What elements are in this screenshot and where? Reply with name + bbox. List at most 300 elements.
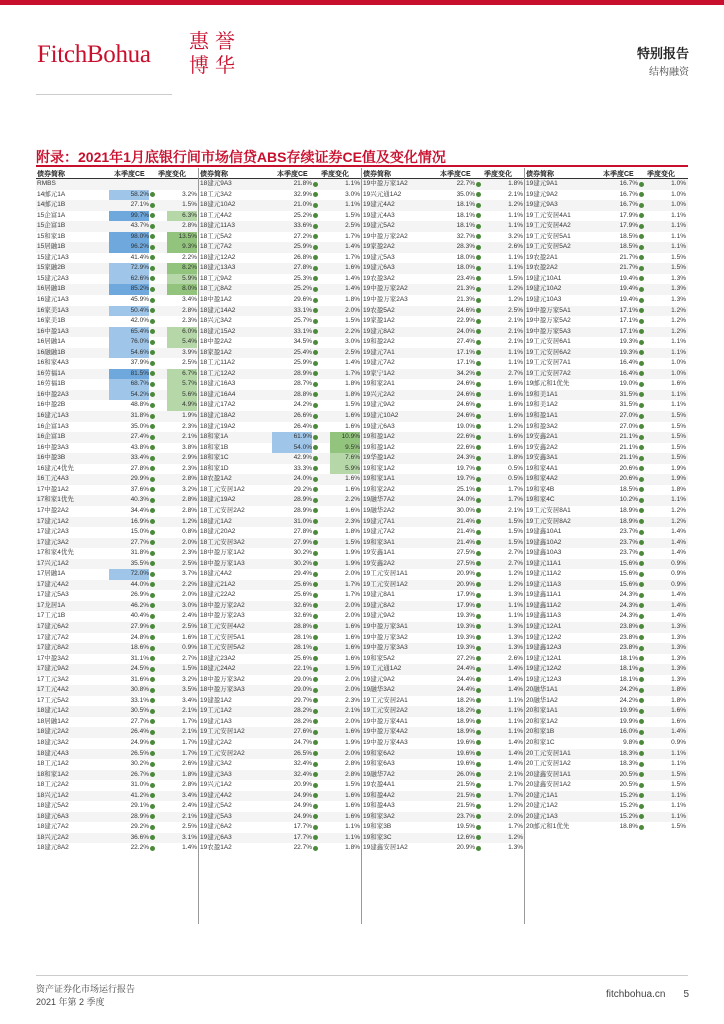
ce-change: 1.4% bbox=[508, 675, 523, 683]
ce-value: 31.6% bbox=[130, 675, 149, 683]
up-arrow-icon bbox=[150, 340, 155, 345]
bond-name: 19和盈2A2 bbox=[363, 338, 395, 346]
up-arrow-icon bbox=[313, 572, 318, 577]
bond-name: 19建元10A2 bbox=[363, 412, 399, 420]
up-arrow-icon bbox=[150, 319, 155, 324]
up-arrow-icon bbox=[150, 203, 155, 208]
up-arrow-icon bbox=[150, 709, 155, 714]
up-arrow-icon bbox=[476, 740, 481, 745]
column-separator bbox=[198, 168, 199, 924]
ce-change: 3.5% bbox=[182, 686, 197, 694]
up-arrow-icon bbox=[639, 667, 644, 672]
table-row bbox=[362, 506, 525, 517]
up-arrow-icon bbox=[313, 203, 318, 208]
ce-change: 1.9% bbox=[345, 738, 360, 746]
ce-value: 24.8% bbox=[130, 633, 149, 641]
bond-name: 19农盈2A1 bbox=[526, 253, 558, 261]
ce-value: 18.3% bbox=[619, 760, 638, 768]
table-row bbox=[362, 358, 525, 369]
up-arrow-icon bbox=[150, 487, 155, 492]
table-row bbox=[362, 284, 525, 295]
ce-change: 2.8% bbox=[182, 306, 197, 314]
table-row bbox=[362, 717, 525, 728]
ce-value: 22.6% bbox=[456, 443, 475, 451]
table-row bbox=[362, 580, 525, 591]
bond-name: 18工元7A2 bbox=[200, 243, 232, 251]
ce-change: 1.1% bbox=[345, 833, 360, 841]
ce-value: 19.9% bbox=[619, 707, 638, 715]
bond-name: 19建盈1A2 bbox=[200, 696, 232, 704]
table-row bbox=[525, 390, 688, 401]
bond-name: 19工元安居1A2 bbox=[200, 728, 245, 736]
table-row bbox=[362, 443, 525, 454]
up-arrow-icon bbox=[639, 477, 644, 482]
ce-value: 22.6% bbox=[456, 433, 475, 441]
table-row bbox=[199, 654, 362, 665]
ce-change: 1.1% bbox=[671, 338, 686, 346]
ce-change: 0.5% bbox=[508, 475, 523, 483]
bond-name: 19建元9A2 bbox=[526, 190, 558, 198]
ce-value: 19.7% bbox=[456, 464, 475, 472]
column-header bbox=[199, 168, 362, 179]
bond-name: 19中盈万家2A3 bbox=[363, 296, 408, 304]
table-row bbox=[362, 221, 525, 232]
ce-value: 21.1% bbox=[619, 443, 638, 451]
ce-value: 25.6% bbox=[293, 580, 312, 588]
ce-value: 18.9% bbox=[619, 517, 638, 525]
ce-value: 18.9% bbox=[456, 717, 475, 725]
ce-change: 1.3% bbox=[671, 665, 686, 673]
up-arrow-icon bbox=[639, 287, 644, 292]
bond-name: 18工元安居5A1 bbox=[200, 633, 245, 641]
ce-value: 18.1% bbox=[619, 665, 638, 673]
ce-value: 17.1% bbox=[456, 348, 475, 356]
bond-name: 19和家4A2 bbox=[526, 475, 558, 483]
ce-change: 1.7% bbox=[508, 485, 523, 493]
ce-change: 1.7% bbox=[182, 717, 197, 725]
up-arrow-icon bbox=[313, 382, 318, 387]
bond-name: 19工元安居2A2 bbox=[200, 749, 245, 757]
table-row bbox=[525, 253, 688, 264]
ce-value: 18.1% bbox=[619, 675, 638, 683]
up-arrow-icon bbox=[476, 392, 481, 397]
ce-value: 34.5% bbox=[293, 338, 312, 346]
table-row bbox=[199, 179, 362, 190]
up-arrow-icon bbox=[150, 445, 155, 450]
table-row bbox=[525, 284, 688, 295]
bond-name: 20建元1A1 bbox=[526, 791, 558, 799]
table-row bbox=[36, 843, 199, 854]
table-row bbox=[199, 411, 362, 422]
footer-website[interactable]: fitchbohua.cn bbox=[605, 989, 666, 1000]
table-row bbox=[525, 548, 688, 559]
ce-value: 24.5% bbox=[130, 665, 149, 673]
up-arrow-icon bbox=[313, 530, 318, 535]
ce-change: 1.7% bbox=[508, 823, 523, 831]
ce-value: 30.0% bbox=[456, 506, 475, 514]
footer-period: 2021 年第 2 季度 bbox=[36, 997, 105, 1007]
up-arrow-icon bbox=[313, 276, 318, 281]
up-arrow-icon bbox=[313, 688, 318, 693]
ce-change: 1.7% bbox=[345, 369, 360, 377]
ce-value: 61.9% bbox=[272, 432, 312, 443]
ce-value: 29.2% bbox=[293, 485, 312, 493]
bond-name: 19和家1A1 bbox=[363, 475, 395, 483]
up-arrow-icon bbox=[150, 835, 155, 840]
table-row bbox=[199, 801, 362, 812]
table-row bbox=[36, 812, 199, 823]
up-arrow-icon bbox=[313, 287, 318, 292]
table-row bbox=[199, 770, 362, 781]
ce-value: 28.2% bbox=[293, 707, 312, 715]
ce-value: 24.3% bbox=[619, 591, 638, 599]
ce-change: 2.5% bbox=[182, 622, 197, 630]
ce-value: 26.0% bbox=[456, 770, 475, 778]
bond-name: 19中盈万家4A2 bbox=[363, 728, 408, 736]
ce-change: 1.4% bbox=[671, 591, 686, 599]
table-row bbox=[362, 654, 525, 665]
table-row bbox=[199, 390, 362, 401]
table-row bbox=[525, 242, 688, 253]
up-arrow-icon bbox=[150, 530, 155, 535]
ce-value: 18.0% bbox=[456, 264, 475, 272]
table-row bbox=[525, 580, 688, 591]
up-arrow-icon bbox=[150, 814, 155, 819]
ce-value: 27.9% bbox=[130, 622, 149, 630]
ce-value: 17.9% bbox=[456, 591, 475, 599]
up-arrow-icon bbox=[150, 572, 155, 577]
table-row bbox=[525, 717, 688, 728]
up-arrow-icon bbox=[313, 319, 318, 324]
up-arrow-icon bbox=[639, 593, 644, 598]
ce-change: 2.1% bbox=[508, 770, 523, 778]
table-row bbox=[36, 664, 199, 675]
bond-name: 19兴元通1A2 bbox=[363, 190, 402, 198]
table-row bbox=[525, 738, 688, 749]
up-arrow-icon bbox=[476, 561, 481, 566]
ce-change: 1.3% bbox=[671, 633, 686, 641]
ce-value: 20.6% bbox=[619, 475, 638, 483]
bond-name: 18工元11A2 bbox=[200, 359, 235, 367]
ce-change: 1.5% bbox=[671, 422, 686, 430]
ce-value: 54.0% bbox=[272, 443, 312, 454]
column-header bbox=[36, 168, 199, 179]
ce-value: 15.2% bbox=[619, 802, 638, 810]
ce-change: 9.3% bbox=[167, 242, 197, 253]
up-arrow-icon bbox=[476, 804, 481, 809]
bond-name: 19和盈1A2 bbox=[363, 443, 395, 451]
ce-change: 1.8% bbox=[182, 770, 197, 778]
bond-name: 19建元12A2 bbox=[526, 665, 562, 673]
table-row bbox=[362, 432, 525, 443]
table-row bbox=[362, 464, 525, 475]
bond-name: 19工元安居4A1 bbox=[526, 211, 571, 219]
table-row bbox=[362, 495, 525, 506]
column-body bbox=[525, 179, 688, 833]
ce-change: 1.6% bbox=[345, 264, 360, 272]
ce-change: 1.7% bbox=[508, 496, 523, 504]
up-arrow-icon bbox=[476, 572, 481, 577]
ce-change: 1.6% bbox=[671, 380, 686, 388]
up-arrow-icon bbox=[150, 255, 155, 260]
table-row bbox=[36, 759, 199, 770]
table-row bbox=[36, 685, 199, 696]
bond-name: 18建元19A2 bbox=[200, 496, 236, 504]
table-row bbox=[362, 759, 525, 770]
up-arrow-icon bbox=[639, 698, 644, 703]
table-row bbox=[199, 791, 362, 802]
ce-value: 18.1% bbox=[619, 654, 638, 662]
table-row bbox=[362, 780, 525, 791]
bond-name: 18中盈万家1A2 bbox=[200, 549, 245, 557]
table-row bbox=[199, 527, 362, 538]
ce-value: 26.6% bbox=[293, 412, 312, 420]
up-arrow-icon bbox=[476, 751, 481, 756]
up-arrow-icon bbox=[313, 635, 318, 640]
bond-name: 16融融1B bbox=[37, 348, 66, 356]
bond-name: 19中盈万家4A1 bbox=[363, 717, 408, 725]
up-arrow-icon bbox=[313, 603, 318, 608]
column-body bbox=[362, 179, 525, 854]
up-arrow-icon bbox=[150, 656, 155, 661]
ce-value: 26.5% bbox=[293, 749, 312, 757]
up-arrow-icon bbox=[476, 298, 481, 303]
table-row bbox=[36, 506, 199, 517]
bond-name: 18建元13A3 bbox=[200, 264, 236, 272]
ce-change: 3.8% bbox=[182, 443, 197, 451]
bond-name: 16家美1B bbox=[37, 317, 66, 325]
ce-value: 68.7% bbox=[109, 379, 149, 390]
table-row bbox=[36, 780, 199, 791]
table-row bbox=[199, 485, 362, 496]
up-arrow-icon bbox=[476, 445, 481, 450]
ce-value: 18.6% bbox=[130, 644, 149, 652]
bond-name: 19工元安居2A2 bbox=[363, 707, 408, 715]
table-row bbox=[36, 622, 199, 633]
up-arrow-icon bbox=[313, 783, 318, 788]
table-row bbox=[525, 474, 688, 485]
up-arrow-icon bbox=[150, 593, 155, 598]
table-row bbox=[36, 200, 199, 211]
up-arrow-icon bbox=[476, 266, 481, 271]
up-arrow-icon bbox=[476, 224, 481, 229]
ce-table bbox=[36, 168, 688, 926]
ce-change: 1.4% bbox=[671, 601, 686, 609]
table-row bbox=[525, 569, 688, 580]
ce-value: 35.5% bbox=[130, 559, 149, 567]
table-row bbox=[199, 190, 362, 201]
up-arrow-icon bbox=[476, 319, 481, 324]
table-row bbox=[525, 422, 688, 433]
bond-name: 19融华7A2 bbox=[363, 496, 395, 504]
up-arrow-icon bbox=[150, 793, 155, 798]
ce-value: 28.1% bbox=[293, 633, 312, 641]
up-arrow-icon bbox=[150, 783, 155, 788]
ce-change: 5.4% bbox=[167, 337, 197, 348]
up-arrow-icon bbox=[476, 762, 481, 767]
ce-change: 2.3% bbox=[345, 696, 360, 704]
ce-value: 23.8% bbox=[619, 644, 638, 652]
ce-change: 1.1% bbox=[671, 243, 686, 251]
ce-value: 15.2% bbox=[619, 812, 638, 820]
up-arrow-icon bbox=[313, 646, 318, 651]
ce-value: 25.9% bbox=[293, 359, 312, 367]
bond-name: 19建元12A2 bbox=[526, 633, 562, 641]
ce-change: 1.2% bbox=[508, 201, 523, 209]
table-row bbox=[199, 548, 362, 559]
ce-change: 1.5% bbox=[671, 253, 686, 261]
ce-value: 24.0% bbox=[293, 475, 312, 483]
ce-value: 18.2% bbox=[456, 707, 475, 715]
table-row bbox=[362, 770, 525, 781]
ce-value: 19.9% bbox=[619, 717, 638, 725]
ce-value: 26.9% bbox=[130, 591, 149, 599]
up-arrow-icon bbox=[639, 551, 644, 556]
bond-name: 19建元6A2 bbox=[200, 823, 232, 831]
bond-name: 19农盈3A2 bbox=[363, 274, 395, 282]
bond-name: 20融华1A1 bbox=[526, 686, 558, 694]
up-arrow-icon bbox=[150, 603, 155, 608]
ce-change: 1.1% bbox=[671, 222, 686, 230]
bond-name: 18建元6A3 bbox=[37, 812, 69, 820]
ce-change: 2.8% bbox=[345, 770, 360, 778]
ce-value: 24.9% bbox=[293, 802, 312, 810]
ce-value: 54.6% bbox=[109, 348, 149, 359]
ce-change: 1.9% bbox=[182, 412, 197, 420]
table-row bbox=[525, 559, 688, 570]
ce-change: 1.1% bbox=[508, 728, 523, 736]
bond-name: 19建元5A3 bbox=[200, 812, 232, 820]
table-row bbox=[525, 706, 688, 717]
bond-name: 18中盈2A2 bbox=[200, 338, 232, 346]
ce-change: 2.4% bbox=[182, 612, 197, 620]
up-arrow-icon bbox=[313, 814, 318, 819]
table-row bbox=[199, 633, 362, 644]
column-body bbox=[36, 179, 199, 854]
bond-name: 19建元5A2 bbox=[200, 802, 232, 810]
bond-name: 19中盈万家1A2 bbox=[363, 180, 408, 187]
bond-name: 19建元4A3 bbox=[363, 211, 395, 219]
table-row bbox=[199, 242, 362, 253]
bond-name: 18建元24A2 bbox=[200, 665, 236, 673]
bond-name: 19中盈万家5A1 bbox=[526, 306, 571, 314]
up-arrow-icon bbox=[150, 298, 155, 303]
ce-change: 3.1% bbox=[182, 833, 197, 841]
ce-change: 1.9% bbox=[345, 549, 360, 557]
table-row bbox=[362, 833, 525, 844]
up-arrow-icon bbox=[313, 582, 318, 587]
table-row bbox=[199, 601, 362, 612]
ce-change: 1.6% bbox=[345, 622, 360, 630]
bond-name: 18中盈1A2 bbox=[200, 296, 232, 304]
ce-value: 24.6% bbox=[456, 390, 475, 398]
ce-change: 1.8% bbox=[345, 528, 360, 536]
up-arrow-icon bbox=[150, 403, 155, 408]
bond-name: 19和美1A2 bbox=[526, 401, 558, 409]
ce-change: 8.0% bbox=[167, 284, 197, 295]
ce-value: 24.6% bbox=[456, 412, 475, 420]
up-arrow-icon bbox=[150, 561, 155, 566]
table-row bbox=[36, 717, 199, 728]
bond-name: 18建元23A2 bbox=[200, 654, 236, 662]
ce-value: 33.3% bbox=[293, 464, 312, 472]
bond-name: 16居融1B bbox=[37, 285, 66, 293]
table-row bbox=[362, 643, 525, 654]
ce-value: 35.0% bbox=[456, 190, 475, 198]
table-row bbox=[199, 284, 362, 295]
up-arrow-icon bbox=[639, 530, 644, 535]
up-arrow-icon bbox=[639, 456, 644, 461]
table-row bbox=[36, 770, 199, 781]
ce-value: 17.9% bbox=[456, 601, 475, 609]
bond-name: 19建元6A3 bbox=[363, 264, 395, 272]
ce-change: 1.9% bbox=[345, 559, 360, 567]
bond-name: 18农盈1A2 bbox=[200, 475, 232, 483]
ce-change: 5.7% bbox=[167, 379, 197, 390]
ce-change: 2.0% bbox=[345, 601, 360, 609]
ce-change: 2.8% bbox=[182, 475, 197, 483]
ce-value: 24.4% bbox=[456, 675, 475, 683]
up-arrow-icon bbox=[313, 255, 318, 260]
bond-name: 19家盈1A2 bbox=[363, 317, 395, 325]
up-arrow-icon bbox=[150, 361, 155, 366]
ce-value: 21.4% bbox=[456, 538, 475, 546]
bond-name: 19建元9A1 bbox=[526, 180, 558, 187]
table-row bbox=[362, 517, 525, 528]
table-row bbox=[36, 611, 199, 622]
up-arrow-icon bbox=[476, 688, 481, 693]
column-header-name: 债券简称 bbox=[526, 171, 554, 178]
table-row bbox=[36, 316, 199, 327]
bond-name: 17中盈1A2 bbox=[37, 485, 69, 493]
ce-change: 1.8% bbox=[671, 696, 686, 704]
up-arrow-icon bbox=[150, 508, 155, 513]
up-arrow-icon bbox=[639, 245, 644, 250]
bond-name: 20工元安居1A1 bbox=[526, 749, 571, 757]
up-arrow-icon bbox=[476, 793, 481, 798]
ce-value: 19.4% bbox=[619, 296, 638, 304]
table-row bbox=[525, 495, 688, 506]
bond-name: 16居融1A bbox=[37, 338, 66, 346]
ce-value: 34.4% bbox=[130, 506, 149, 514]
bond-name: 17中盈2A2 bbox=[37, 506, 69, 514]
bond-name: 19建鑫10A3 bbox=[526, 549, 562, 557]
bond-name: 18中盈万家2A3 bbox=[200, 612, 245, 620]
ce-change: 1.8% bbox=[345, 390, 360, 398]
bond-name: 18工元安居1A2 bbox=[200, 485, 245, 493]
bond-name: 19和美1A1 bbox=[526, 390, 558, 398]
bond-name: 17建元8A2 bbox=[37, 644, 69, 652]
report-type: 特别报告 bbox=[636, 46, 689, 61]
ce-value: 25.3% bbox=[293, 274, 312, 282]
ce-change: 1.2% bbox=[508, 570, 523, 578]
bond-name: 19华盈1A2 bbox=[363, 454, 395, 462]
table-row bbox=[36, 696, 199, 707]
up-arrow-icon bbox=[313, 804, 318, 809]
table-row bbox=[36, 590, 199, 601]
bond-name: 19建元9A2 bbox=[363, 675, 395, 683]
table-row bbox=[199, 348, 362, 359]
table-row bbox=[36, 548, 199, 559]
up-arrow-icon bbox=[639, 656, 644, 661]
table-row bbox=[36, 400, 199, 411]
ce-change: 1.1% bbox=[508, 696, 523, 704]
up-arrow-icon bbox=[150, 730, 155, 735]
table-row bbox=[362, 749, 525, 760]
ce-value: 19.5% bbox=[456, 823, 475, 831]
up-arrow-icon bbox=[313, 435, 318, 440]
table-row bbox=[199, 464, 362, 475]
